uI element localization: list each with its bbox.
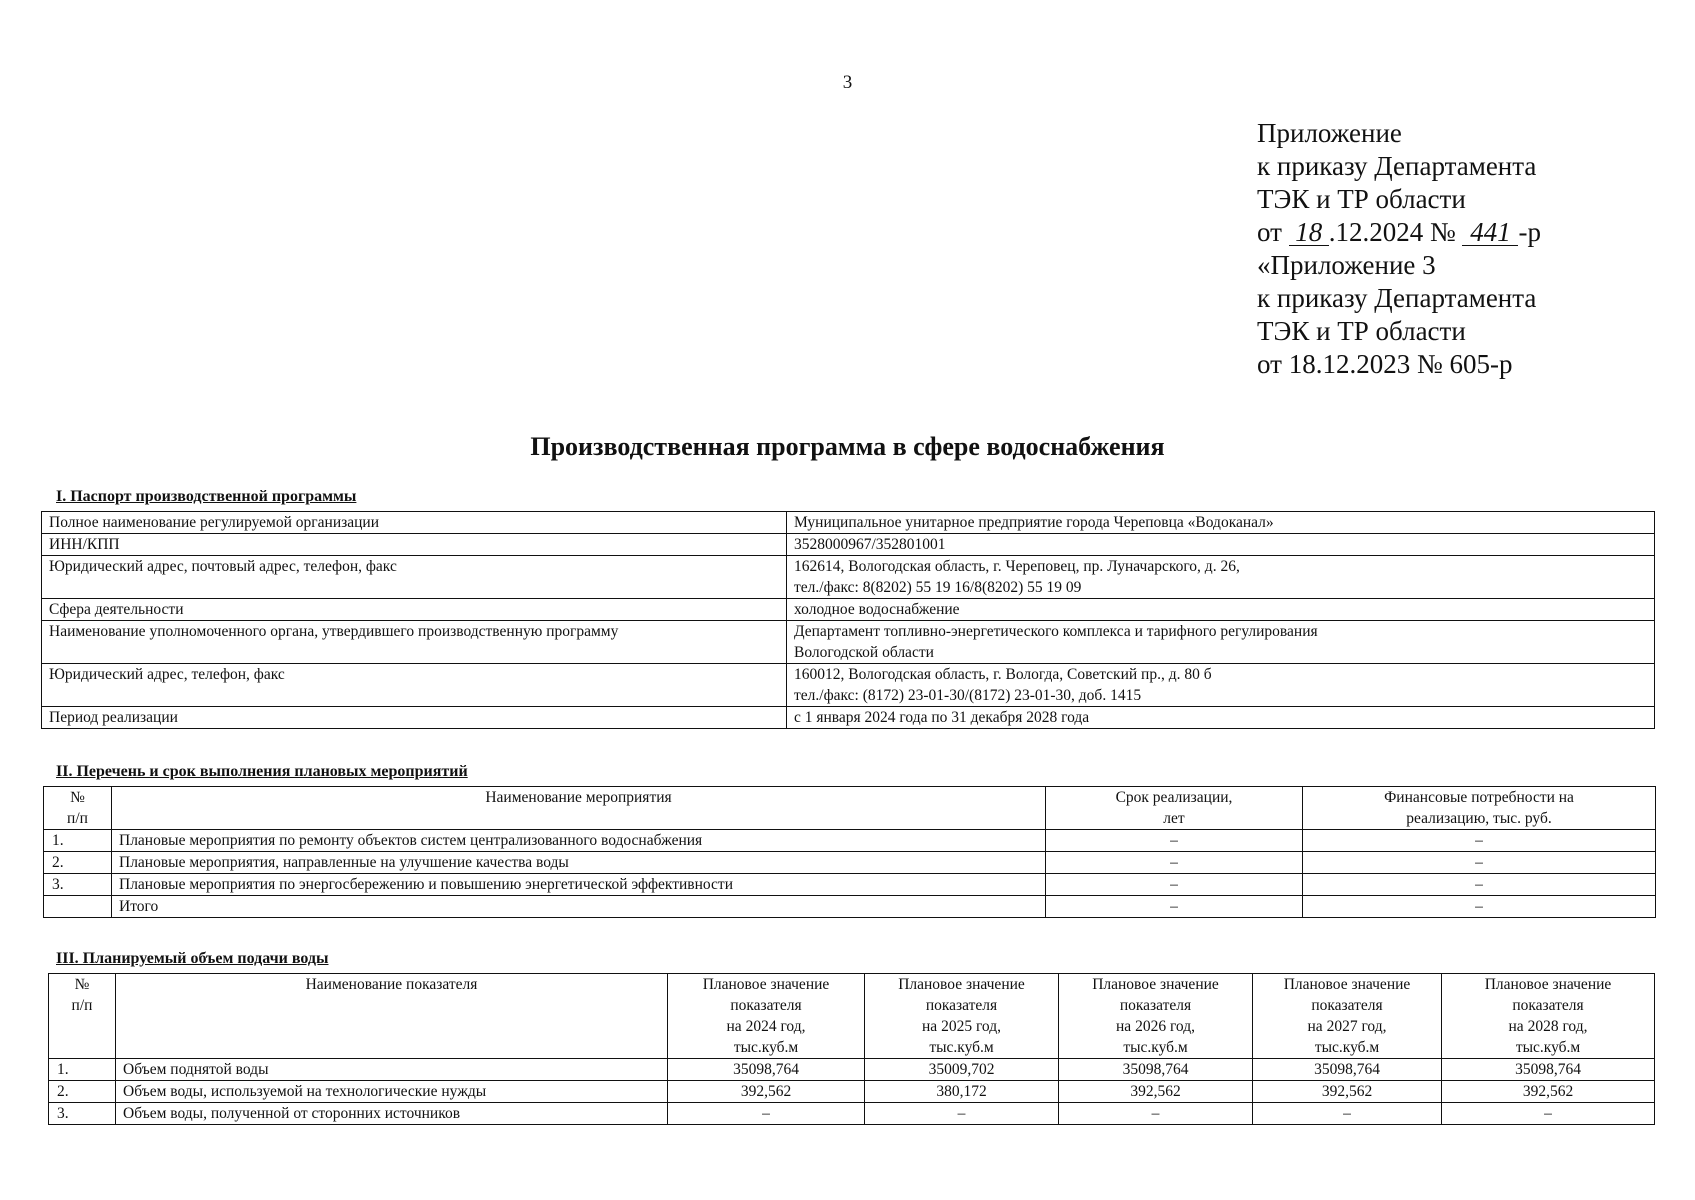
passport-field-value	[787, 707, 1655, 729]
measure-name: Итого	[112, 896, 1046, 918]
order-date-middle: .12.2024 №	[1328, 217, 1456, 247]
passport-field-value	[787, 599, 1655, 621]
column-header-name: Наименование мероприятия	[112, 787, 1046, 830]
order-date-line	[1257, 216, 1541, 249]
header-line: тыс.куб.м	[929, 1039, 994, 1056]
indicator-value: 392,562	[1059, 1081, 1253, 1103]
row-number: 1.	[44, 830, 112, 852]
table-header-row	[49, 974, 1655, 1059]
section-2-title: II. Перечень и срок выполнения плановых мероприятий	[56, 763, 468, 780]
table-row	[44, 852, 1656, 874]
indicator-value: 392,562	[1442, 1081, 1655, 1103]
passport-field-label: Полное наименование регулируемой организации	[42, 512, 787, 534]
value-line: Департамент топливно-энергетического комплекса и тарифного регулирования	[794, 623, 1318, 640]
header-line: показателя	[1512, 997, 1584, 1014]
table-row	[49, 1103, 1655, 1125]
column-header-term: Срок реализации, лет	[1046, 787, 1303, 830]
indicator-value: 392,562	[668, 1081, 865, 1103]
measure-term: –	[1046, 874, 1303, 896]
measure-finance: –	[1303, 830, 1656, 852]
appendix-line: «Приложение 3	[1257, 250, 1436, 280]
header-line: тыс.куб.м	[1123, 1039, 1188, 1056]
header-line: тыс.куб.м	[733, 1039, 799, 1056]
passport-field-value	[787, 664, 1655, 707]
indicator-value: –	[1059, 1103, 1253, 1125]
header-line: показателя	[730, 997, 802, 1014]
table-row	[42, 534, 1655, 556]
measure-finance: –	[1303, 874, 1656, 896]
header-line: на 2028 год,	[1508, 1018, 1588, 1035]
indicator-value: 35098,764	[1059, 1059, 1253, 1081]
passport-field-value	[787, 556, 1655, 599]
table-row	[49, 1059, 1655, 1081]
measure-term: –	[1046, 830, 1303, 852]
passport-field-label: Сфера деятельности	[42, 599, 787, 621]
indicator-value: 380,172	[865, 1081, 1059, 1103]
table-row	[44, 896, 1656, 918]
indicator-value: 35098,764	[1442, 1059, 1655, 1081]
passport-field-label: Юридический адрес, почтовый адрес, телефон, факс	[42, 556, 787, 599]
indicator-name: Объем воды, полученной от сторонних источников	[116, 1103, 668, 1125]
value-line: с 1 января 2024 года по 31 декабря 2028 года	[794, 709, 1090, 726]
column-header-number: № п/п	[49, 974, 116, 1059]
row-number: 3.	[44, 874, 112, 896]
header-line: на 2024 год,	[726, 1018, 806, 1035]
table-row	[42, 664, 1655, 707]
column-header-number: № п/п	[44, 787, 112, 830]
order-number-suffix: -р	[1518, 217, 1541, 247]
column-header-year-3	[1059, 974, 1253, 1059]
column-header-finance: Финансовые потребности на реализацию, тыс. руб.	[1303, 787, 1656, 830]
header-line: на 2027 год,	[1307, 1018, 1387, 1035]
row-number	[44, 896, 112, 918]
table-row	[42, 621, 1655, 664]
value-line: 162614, Вологодская область, г. Череповец, пр. Луначарского, д. 26,	[794, 558, 1240, 575]
measure-name: Плановые мероприятия, направленные на улучшение качества воды	[112, 852, 1046, 874]
handwritten-day: 18	[1289, 219, 1329, 246]
order-date-prefix: от	[1257, 217, 1282, 247]
indicator-value: 35009,702	[865, 1059, 1059, 1081]
measure-name: Плановые мероприятия по энергосбережению и повышению энергетической эффективности	[112, 874, 1046, 896]
indicator-value: –	[1253, 1103, 1442, 1125]
passport-field-value	[787, 534, 1655, 556]
indicator-name: Объем воды, используемой на технологические нужды	[116, 1081, 668, 1103]
table-row	[42, 556, 1655, 599]
appendix-line: от 18.12.2023 № 605-р	[1257, 349, 1513, 379]
value-line: Муниципальное унитарное предприятие города Череповца «Водоканал»	[794, 514, 1274, 531]
appendix-line: ТЭК и ТР области	[1257, 316, 1466, 346]
header-line: Плановое значение	[1092, 976, 1219, 993]
handwritten-order-number: 441	[1462, 219, 1518, 246]
table-row	[44, 830, 1656, 852]
indicator-name: Объем поднятой воды	[116, 1059, 668, 1081]
section-1-title: I. Паспорт производственной программы	[56, 488, 357, 505]
appendix-line: к приказу Департамента	[1257, 283, 1537, 313]
appendix-line: Приложение	[1257, 118, 1402, 148]
measure-term: –	[1046, 852, 1303, 874]
value-line: 160012, Вологодская область, г. Вологда, Советский пр., д. 80 б	[794, 666, 1212, 683]
header-line: Плановое значение	[1484, 976, 1612, 993]
measure-name: Плановые мероприятия по ремонту объектов систем централизованного водоснабжения	[112, 830, 1046, 852]
passport-field-label: Юридический адрес, телефон, факс	[42, 664, 787, 707]
table-row	[44, 874, 1656, 896]
table-row	[42, 707, 1655, 729]
passport-field-label: Период реализации	[42, 707, 787, 729]
header-line: показателя	[1119, 997, 1192, 1014]
row-number: 2.	[49, 1081, 116, 1103]
measure-finance: –	[1303, 896, 1656, 918]
water-volume-table	[48, 973, 1655, 1125]
indicator-value: 35098,764	[668, 1059, 865, 1081]
header-line: на 2025 год,	[922, 1018, 1001, 1035]
header-line: тыс.куб.м	[1314, 1039, 1380, 1056]
column-header-year-2	[865, 974, 1059, 1059]
table-header-row	[44, 787, 1656, 830]
header-line: на 2026 год,	[1116, 1018, 1195, 1035]
column-header-year-1	[668, 974, 865, 1059]
passport-field-value	[787, 512, 1655, 534]
measures-table	[43, 786, 1656, 918]
indicator-value: –	[668, 1103, 865, 1125]
column-header-indicator: Наименование показателя	[116, 974, 668, 1059]
appendix-line: ТЭК и ТР области	[1257, 184, 1466, 214]
value-line: тел./факс: 8(8202) 55 19 16/8(8202) 55 19 09	[794, 579, 1082, 596]
value-line: Вологодской области	[794, 644, 934, 661]
header-line: тыс.куб.м	[1515, 1039, 1581, 1056]
measure-term: –	[1046, 896, 1303, 918]
measure-finance: –	[1303, 852, 1656, 874]
value-line: холодное водоснабжение	[794, 601, 960, 618]
header-line: показателя	[1311, 997, 1383, 1014]
value-line: тел./факс: (8172) 23-01-30/(8172) 23-01-30, доб. 1415	[794, 687, 1142, 704]
row-number: 1.	[49, 1059, 116, 1081]
column-header-year-5	[1442, 974, 1655, 1059]
value-line: 3528000967/352801001	[794, 536, 946, 553]
row-number: 2.	[44, 852, 112, 874]
header-line: Плановое значение	[1283, 976, 1411, 993]
appendix-block	[1257, 117, 1541, 381]
indicator-value: –	[1442, 1103, 1655, 1125]
appendix-line: к приказу Департамента	[1257, 151, 1537, 181]
row-number: 3.	[49, 1103, 116, 1125]
passport-field-label: Наименование уполномоченного органа, утвердившего производственную программу	[42, 621, 787, 664]
column-header-year-4	[1253, 974, 1442, 1059]
passport-field-label: ИНН/КПП	[42, 534, 787, 556]
page-number: 3	[842, 72, 853, 93]
passport-field-value	[787, 621, 1655, 664]
header-line: Плановое значение	[898, 976, 1025, 993]
section-3-title: III. Планируемый объем подачи воды	[56, 950, 329, 967]
indicator-value: 392,562	[1253, 1081, 1442, 1103]
table-row	[42, 599, 1655, 621]
header-line: Плановое значение	[702, 976, 830, 993]
table-row	[42, 512, 1655, 534]
header-line: показателя	[925, 997, 998, 1014]
passport-table	[41, 511, 1655, 729]
indicator-value: 35098,764	[1253, 1059, 1442, 1081]
indicator-value: –	[865, 1103, 1059, 1125]
table-row	[49, 1081, 1655, 1103]
document-title: Производственная программа в сфере водоснабжения	[530, 432, 1165, 461]
